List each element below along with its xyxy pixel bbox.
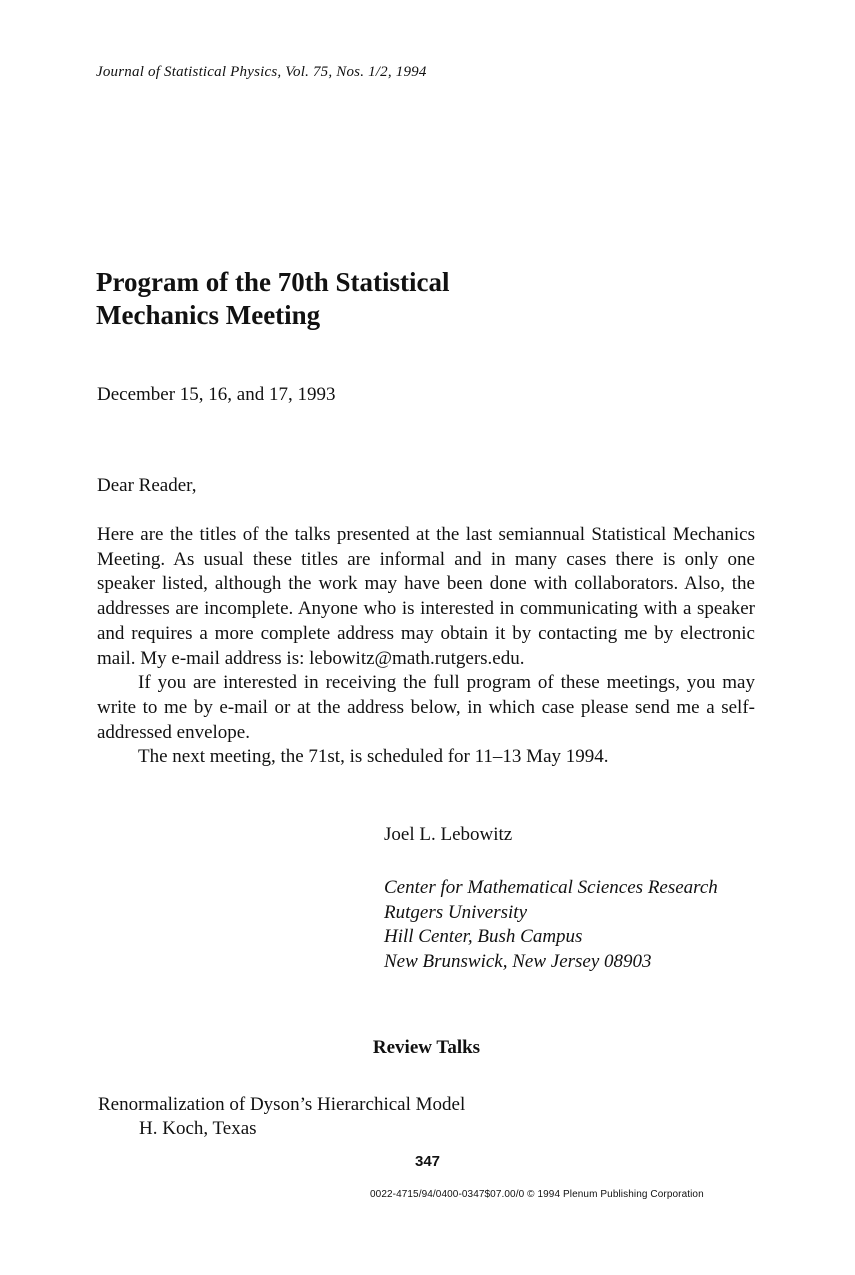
section-heading <box>0 1037 855 1059</box>
address-line-4: New Brunswick, New Jersey 08903 <box>384 951 652 973</box>
talk-speaker: H. Koch, Texas <box>139 1118 257 1139</box>
journal-header: Journal of Statistical Physics, Vol. 75, Nos. 1/2, 1994 <box>96 64 427 80</box>
paragraph-intro: Here are the titles of the talks presented at the last semiannual Statistical Mechanics Meeting. As usual these titles are informal and in many cases there is only one speaker listed, although the work may have been done with collaborators. Also, the addresses are incomplete. Anyone who is interested in communicating with a speaker and requires a more complete address may obtain it by contacting me by electronic mail. My e-mail address is: lebowitz@math.rutgers.edu. <box>97 524 755 669</box>
section-heading-text: Review Talks <box>372 1037 481 1058</box>
signature: Joel L. Lebowitz <box>384 824 513 845</box>
salutation: Dear Reader, <box>97 475 197 496</box>
paragraph-next-meeting: The next meeting, the 71st, is scheduled for 11–13 May 1994. <box>138 746 609 768</box>
address-line-2: Rutgers University <box>384 901 528 923</box>
address-line-3: Hill Center, Bush Campus <box>384 926 583 948</box>
letter-body <box>97 523 755 770</box>
page-number: 347 <box>414 1153 441 1170</box>
article-title-line-2: Mechanics Meeting <box>96 300 321 330</box>
meeting-date: December 15, 16, and 17, 1993 <box>97 384 336 405</box>
talk-title: Renormalization of Dyson’s Hierarchical Model <box>98 1094 466 1115</box>
address-block <box>384 876 718 975</box>
paragraph-program-request: If you are interested in receiving the full program of these meetings, you may write to me by e-mail or at the address below, in which case please send me a self-addressed envelope. <box>97 672 755 743</box>
copyright-line: 0022-4715/94/0400-0347$07.00/0 © 1994 Plenum Publishing Corporation <box>370 1189 704 1200</box>
address-line-1: Center for Mathematical Sciences Research <box>384 877 718 898</box>
article-title <box>96 266 616 332</box>
article-title-line-1: Program of the 70th Statistical <box>96 267 450 297</box>
